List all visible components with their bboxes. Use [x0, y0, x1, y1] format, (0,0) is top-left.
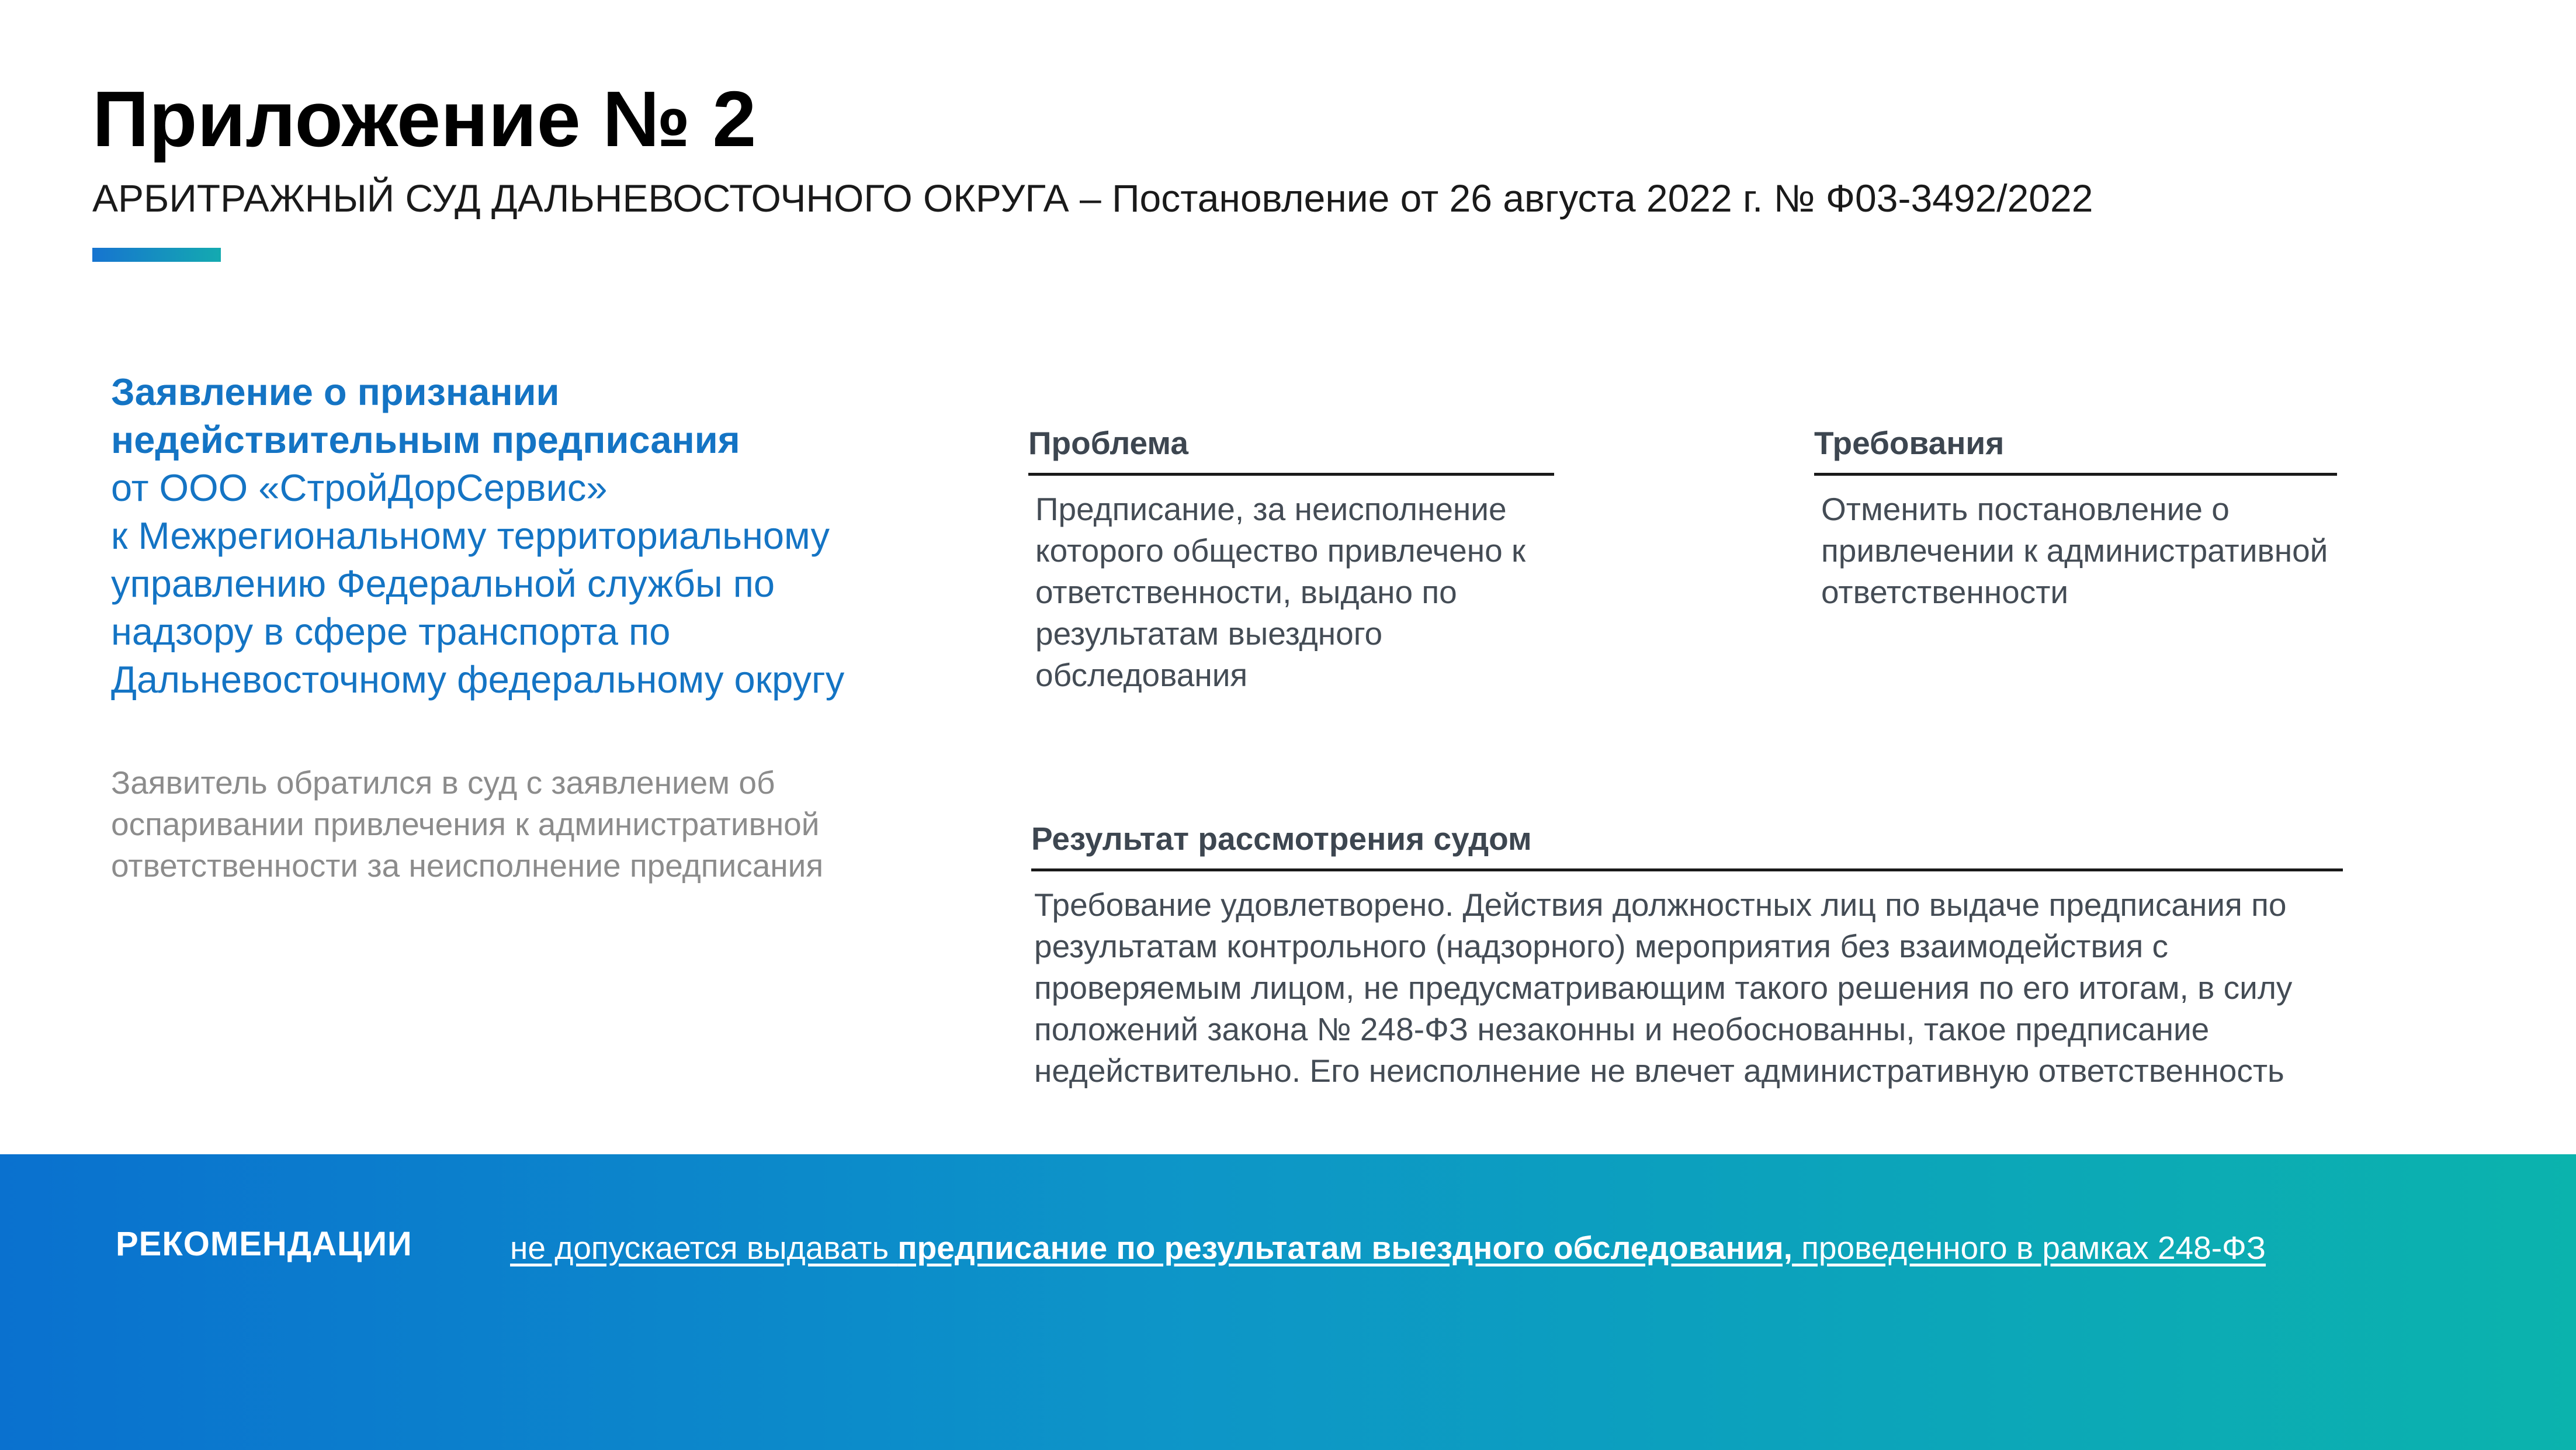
recommendation-text-bold: предписание по результатам выездного обследования, [897, 1230, 1793, 1266]
recommendations-label: РЕКОМЕНДАЦИИ [116, 1225, 412, 1263]
page-title: Приложение № 2 [92, 75, 757, 163]
case-title-line: к Межрегиональному территориальному [111, 514, 830, 557]
case-title-line: управлению Федеральной службы по [111, 562, 775, 605]
demands-text: Отменить постановление о привлечении к административной ответственности [1821, 491, 2328, 610]
case-title-line: надзору в сфере транспорта по [111, 610, 671, 653]
recommendations-banner [0, 1154, 2576, 1450]
recommendation-text-part2: проведенного в рамках 248-ФЗ [1792, 1230, 2266, 1266]
recommendation-text-part1: не допускается выдавать [510, 1230, 898, 1266]
case-title [111, 368, 1022, 704]
case-summary [111, 368, 1022, 887]
demands-block [1814, 424, 2337, 613]
result-block [1031, 819, 2343, 1092]
case-title-line: от ООО «СтройДорСервис» [111, 466, 608, 509]
problem-block [1028, 424, 1554, 696]
result-heading: Результат рассмотрения судом [1031, 819, 2343, 871]
case-title-line: Дальневосточному федеральному округу [111, 658, 845, 701]
case-title-bold-line: недействительным предписания [111, 418, 740, 461]
problem-heading: Проблема [1028, 424, 1554, 476]
case-title-bold-line: Заявление о признании [111, 371, 560, 413]
page-subtitle: АРБИТРАЖНЫЙ СУД ДАЛЬНЕВОСТОЧНОГО ОКРУГА – Постановление от 26 августа 2022 г. № Ф03-3492/2022 [92, 177, 2093, 220]
demands-heading: Требования [1814, 424, 2337, 476]
recommendation-link[interactable] [510, 1229, 2266, 1266]
accent-bar [92, 248, 221, 262]
case-note: Заявитель обратился в суд с заявлением об оспаривании привлечения к административной ответственности за неисполнение предписания [111, 764, 824, 884]
problem-text: Предписание, за неисполнение которого общество привлечено к ответственности, выдано по результатам выездного обследования [1035, 491, 1526, 693]
result-text: Требование удовлетворено. Действия должностных лиц по выдаче предписания по результатам контрольного (надзорного) мероприятия без взаимодействия с проверяемым лицом, не предусматривающим такого решения по его итогам, в силу положений закона № 248-ФЗ незаконны и необоснованны, такое предписание недействительно. Его неисполнение не влечет административную ответственность [1034, 887, 2293, 1089]
